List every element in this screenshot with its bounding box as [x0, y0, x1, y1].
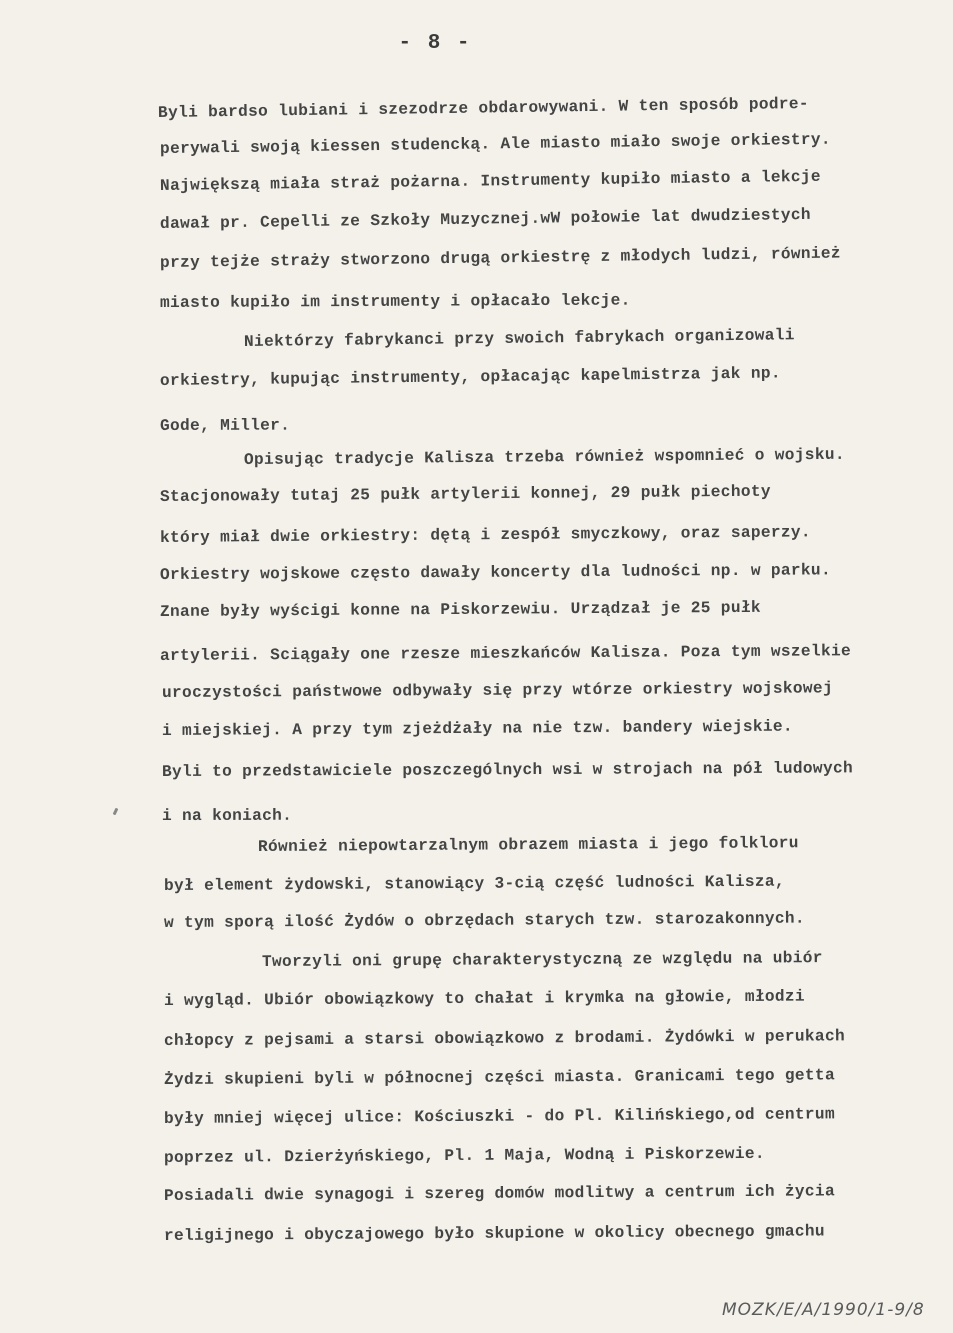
text-line: Orkiestry wojskowe często dawały koncerty dla ludności np. w parku. — [159, 561, 831, 584]
text-line: artylerii. Sciągały one rzesze mieszkańców Kalisza. Poza tym wszelkie — [159, 642, 852, 665]
text-line: Stacjonowały tutaj 25 pułk artylerii konnej, 29 pułk piechoty — [159, 482, 771, 506]
text-line: i na koniach. — [161, 806, 293, 825]
text-line: w tym sporą ilość Żydów o obrzędach starych tzw. starozakonnych. — [163, 909, 805, 932]
text-line: i wygląd. Ubiór obowiązkowy to chałat i krymka na głowie, młodzi — [163, 987, 805, 1010]
text-line: Byli to przedstawiciele poszczególnych wsi w strojach na pół ludowych — [161, 759, 854, 781]
text-line: religijnego i obyczajowego było skupione w okolicy obecnego gmachu — [163, 1222, 825, 1245]
text-line: Niektórzy fabrykanci przy swoich fabrykach organizowali — [243, 326, 795, 351]
text-line: Największą miała straż pożarna. Instrumenty kupiło miasto a lekcje — [159, 167, 821, 195]
page-number: - 8 - — [398, 32, 472, 55]
text-line: i miejskiej. A przy tym zjeżdżały na nie tzw. bandery wiejskie. — [161, 717, 793, 740]
text-line: był element żydowski, stanowiący 3-cią część ludności Kalisza, — [163, 872, 785, 895]
text-line: dawał pr. Cepelli ze Szkoły Muzycznej.wW połowie lat dwudziestych — [159, 205, 811, 233]
text-line: miasto kupiło im instrumenty i opłacało lekcje. — [159, 291, 631, 312]
text-line: poprzez ul. Dzierżyńskiego, Pl. 1 Maja, Wodną i Piskorzewie. — [163, 1144, 765, 1167]
text-line: orkiestry, kupując instrumenty, opłacając kapelmistrza jak np. — [159, 364, 781, 390]
text-line: Również niepowtarzalnym obrazem miasta i jego folkloru — [257, 834, 799, 856]
text-line: Byli bardso lubiani i szezodrze obdarowywani. W ten sposób podre- — [157, 94, 809, 122]
text-line: Gode, Miller. — [159, 416, 291, 435]
text-line: chłopcy z pejsami a starsi obowiązkowo z brodami. Żydówki w perukach — [163, 1027, 846, 1050]
text-line: Znane były wyścigi konne na Piskorzewiu. Urządzał je 25 pułk — [159, 598, 761, 621]
margin-mark — [113, 808, 119, 816]
text-line: przy tejże straży stworzono drugą orkiestrę z młodych ludzi, również — [159, 244, 842, 272]
archive-signature: MOZK/E/A/1990/1-9/8 — [722, 1300, 925, 1320]
text-line: który miał dwie orkiestry: dętą i zespół smyczkowy, oraz saperzy. — [159, 523, 811, 547]
text-line: były mniej więcej ulice: Kościuszki - do Pl. Kilińskiego,od centrum — [163, 1105, 835, 1128]
text-line: Opisując tradycje Kalisza trzeba również wspomnieć o wojsku. — [243, 445, 845, 469]
text-line: Tworzyli oni grupę charakterystyczną ze względu na ubiór — [261, 949, 823, 971]
text-line: uroczystości państwowe odbywały się przy wtórze orkiestry wojskowej — [161, 679, 833, 702]
text-line: perywali swoją kiessen studencką. Ale miasto miało swoje orkiestry. — [159, 130, 832, 158]
text-line: Posiadali dwie synagogi i szereg domów modlitwy a centrum ich życia — [163, 1182, 835, 1205]
text-line: Żydzi skupieni byli w północnej części miasta. Granicami tego getta — [163, 1066, 835, 1089]
